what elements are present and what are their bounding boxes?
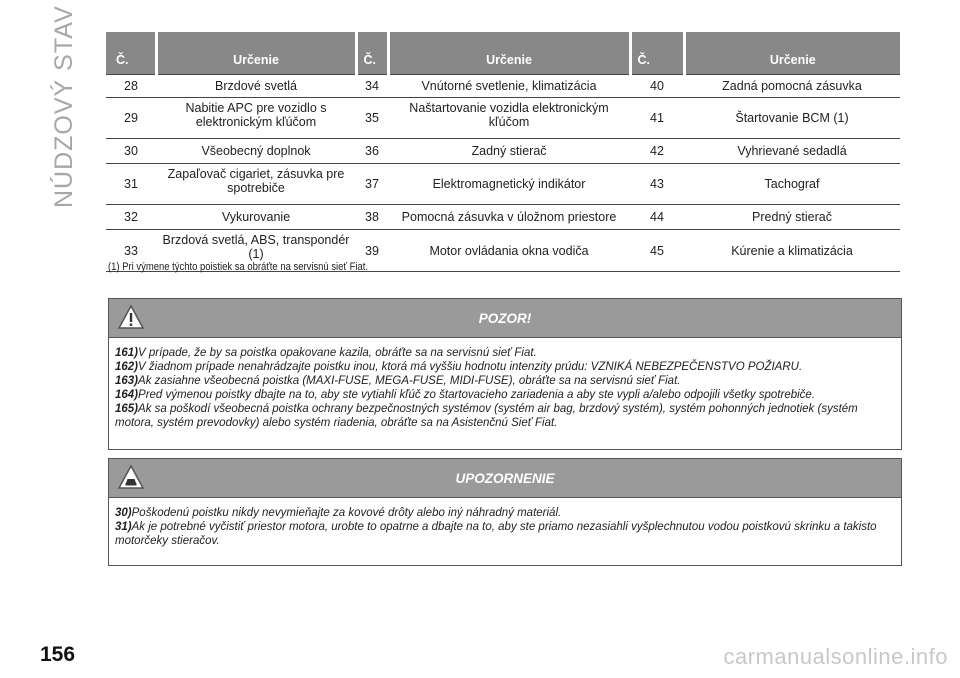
fuse-number: 30 [106, 139, 156, 164]
table-row [106, 75, 900, 98]
fuse-number: 41 [630, 98, 684, 139]
warning-item-text: Ak zasiahne všeobecná poistka (MAXI-FUSE, MEGA-FUSE, MIDI-FUSE), obráťte sa na servisnú sieť Fiat. [138, 375, 681, 387]
notice-body [109, 498, 901, 556]
fuse-purpose: Zadná pomocná zásuvka [684, 75, 900, 98]
warning-item-number: 161) [115, 347, 139, 359]
fuse-purpose: Zapaľovač cigariet, zásuvka pre spotrebiče [156, 164, 356, 205]
fuse-purpose: Zadný stierač [388, 139, 630, 164]
column-header-number: Č. [106, 32, 156, 75]
warning-item-number: 163) [115, 375, 139, 387]
fuse-number: 33 [106, 230, 156, 272]
fuse-number: 28 [106, 75, 156, 98]
warning-item-number: 164) [115, 389, 139, 401]
column-header-number: Č. [356, 32, 388, 75]
warning-item [115, 346, 895, 360]
fuse-purpose: Elektromagnetický indikátor [388, 164, 630, 205]
fuse-purpose: Všeobecný doplnok [156, 139, 356, 164]
fuse-number: 36 [356, 139, 388, 164]
notice-item [115, 520, 895, 548]
notice-item-text: Ak je potrebné vyčistiť priestor motora, urobte to opatrne a dbajte na to, aby ste priamo nezasiahli vyšplechnutou vodou poistkovú skrinku a takisto motorčeky stieračov. [115, 521, 877, 547]
notice-title: UPOZORNENIE [455, 471, 555, 486]
fuse-number: 34 [356, 75, 388, 98]
fuse-number: 42 [630, 139, 684, 164]
fuse-purpose: Nabitie APC pre vozidlo s elektronickým kľúčom [156, 98, 356, 139]
fuse-number: 43 [630, 164, 684, 205]
warning-box [108, 298, 902, 450]
fuse-number: 29 [106, 98, 156, 139]
table-header-row [106, 32, 900, 75]
fuse-table [106, 32, 900, 272]
fuse-purpose: Kúrenie a klimatizácia [684, 230, 900, 272]
warning-item-text: Pred výmenou poistky dbajte na to, aby ste vytiahli kľúč zo štartovacieho zariadenia a aby ste vypli a/alebo odpojili všetky spotrebiče. [138, 389, 816, 401]
column-header-purpose: Určenie [684, 32, 900, 75]
section-title-vertical: NÚDZOVÝ STAV [50, 5, 78, 208]
warning-header [109, 299, 901, 338]
warning-item [115, 374, 895, 388]
column-header-purpose: Určenie [156, 32, 356, 75]
fuse-number: 39 [356, 230, 388, 272]
warning-title: POZOR! [478, 311, 532, 326]
column-header-number: Č. [630, 32, 684, 75]
warning-item-text: V prípade, že by sa poistka opakovane kazila, obráťte sa na servisnú sieť Fiat. [138, 347, 537, 359]
watermark: carmanualsonline.info [723, 644, 948, 669]
fuse-purpose: Štartovanie BCM (1) [684, 98, 900, 139]
fuse-purpose: Motor ovládania okna vodiča [388, 230, 630, 272]
notice-box [108, 458, 902, 566]
fuse-purpose: Predný stierač [684, 205, 900, 230]
warning-item [115, 388, 895, 402]
fuse-purpose: Vykurovanie [156, 205, 356, 230]
table-row [106, 139, 900, 164]
warning-item-number: 165) [115, 403, 139, 415]
fuse-purpose: Brzdové svetlá [156, 75, 356, 98]
fuse-purpose: Vnútorné svetlenie, klimatizácia [388, 75, 630, 98]
fuse-number: 31 [106, 164, 156, 205]
warning-item-text: V žiadnom prípade nenahrádzajte poistku inou, ktorá má vyššiu hodnotu intenzity prúdu: VZNIKÁ NEBEZPEČENSTVO POŽIARU. [138, 361, 803, 373]
notice-item [115, 506, 895, 520]
warning-item-text: Ak sa poškodí všeobecná poistka ochrany bezpečnostných systémov (systém air bag, brzdový systém), systém pohonných jednotiek (systém motora, systém prevodovky) alebo systém riadenia, obráťte sa na Asistenčnú Sieť Fiat. [115, 403, 858, 429]
notice-item-number: 30) [115, 507, 132, 519]
fuse-number: 35 [356, 98, 388, 139]
fuse-purpose: Tachograf [684, 164, 900, 205]
fuse-purpose: Pomocná zásuvka v úložnom priestore [388, 205, 630, 230]
table-footnote: (1) Pri výmene týchto poistiek sa obráťte na servisnú sieť Fiat. [108, 261, 369, 273]
table-row [106, 98, 900, 139]
fuse-number: 45 [630, 230, 684, 272]
notice-header [109, 459, 901, 498]
fuse-purpose: Vyhrievané sedadlá [684, 139, 900, 164]
table-row [106, 205, 900, 230]
fuse-number: 38 [356, 205, 388, 230]
column-header-purpose: Určenie [388, 32, 630, 75]
page-number: 156 [40, 643, 76, 666]
warning-item-number: 162) [115, 361, 139, 373]
fuse-number: 44 [630, 205, 684, 230]
warning-item [115, 360, 895, 374]
notice-item-number: 31) [115, 521, 132, 533]
fuse-purpose: Naštartovanie vozidla elektronickým kľúčom [388, 98, 630, 139]
fuse-number: 40 [630, 75, 684, 98]
fuse-number: 37 [356, 164, 388, 205]
warning-body [109, 338, 901, 438]
fuse-number: 32 [106, 205, 156, 230]
notice-item-text: Poškodenú poistku nikdy nevymieňajte za kovové drôty alebo iný náhradný materiál. [131, 507, 562, 519]
warning-item [115, 402, 895, 430]
table-row [106, 164, 900, 205]
fuse-purpose: Brzdová svetlá, ABS, transpondér (1) [156, 230, 356, 272]
